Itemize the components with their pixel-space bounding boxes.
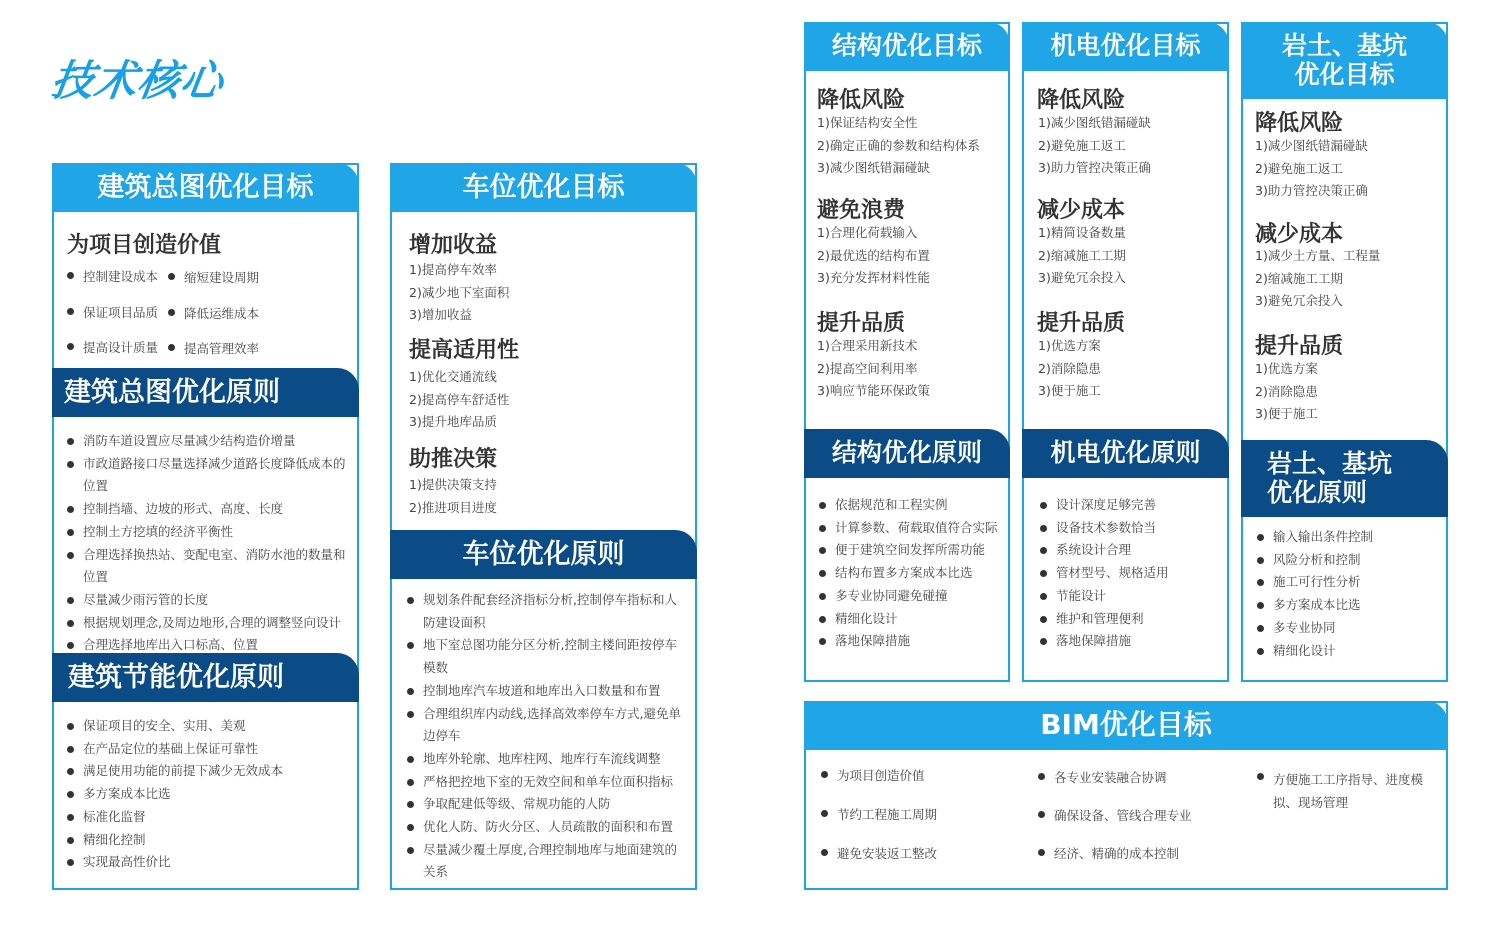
arch-energy-header: 建筑节能优化原则 bbox=[52, 653, 359, 702]
list-item: 节能设计 bbox=[1040, 585, 1225, 608]
mep-principle-header: 机电优化原则 bbox=[1022, 429, 1229, 478]
bim-item: 各专业安装融合协调 bbox=[1038, 768, 1167, 786]
list-item: 结构布置多方案成本比选 bbox=[819, 562, 1004, 585]
list-item: 3)避免冗余投入 bbox=[1255, 293, 1343, 309]
parking-section-title: 增加收益 bbox=[409, 233, 498, 258]
list-item: 2)避免施工返工 bbox=[1038, 137, 1126, 153]
geo-goal-header bbox=[1241, 22, 1448, 99]
mep-goal-header: 机电优化目标 bbox=[1022, 22, 1229, 71]
list-item: 合理选择换热站、变配电室、消防水池的数量和位置 bbox=[67, 544, 355, 589]
list-item: 合理组织库内动线,选择高效率停车方式,避免单边停车 bbox=[407, 703, 687, 748]
struct-principle-list bbox=[819, 494, 1004, 653]
list-item: 2)缩减施工工期 bbox=[1255, 270, 1343, 286]
list-item: 多专业协同 bbox=[1257, 617, 1442, 640]
struct-section-list bbox=[817, 222, 930, 290]
struct-section-list bbox=[817, 112, 980, 180]
list-item: 1)合理化荷载输入 bbox=[817, 225, 918, 240]
list-item: 系统设计合理 bbox=[1040, 539, 1225, 562]
parking-section-title: 提高适用性 bbox=[409, 338, 520, 363]
parking-section-list bbox=[409, 259, 509, 327]
list-item: 3)充分发挥材料性能 bbox=[817, 270, 930, 286]
list-item: 1)减少图纸错漏碰缺 bbox=[1038, 115, 1151, 130]
list-item: 满足使用功能的前提下减少无效成本 bbox=[67, 760, 355, 783]
list-item: 3)增加收益 bbox=[409, 307, 472, 323]
list-item: 1)优选方案 bbox=[1038, 338, 1101, 353]
geo-principle-list bbox=[1257, 526, 1442, 662]
geo-section-list bbox=[1255, 245, 1380, 313]
arch-goal-header: 建筑总图优化目标 bbox=[52, 163, 359, 212]
list-item: 1)精简设备数量 bbox=[1038, 225, 1126, 240]
list-item: 维护和管理便利 bbox=[1040, 608, 1225, 631]
bim-item: 节约工程施工周期 bbox=[821, 805, 937, 823]
list-item: 严格把控地下室的无效空间和单车位面积指标 bbox=[407, 771, 687, 794]
arch-value-item: 提高管理效率 bbox=[168, 339, 259, 357]
list-item: 消防车道设置应尽量减少结构造价增量 bbox=[67, 430, 355, 453]
list-item: 多方案成本比选 bbox=[67, 783, 355, 806]
parking-section-list bbox=[409, 366, 509, 434]
list-item: 2)提高空间利用率 bbox=[817, 360, 918, 376]
arch-value-item: 控制建设成本 bbox=[67, 267, 158, 285]
struct-section-title: 降低风险 bbox=[817, 88, 906, 113]
mep-principle-list bbox=[1040, 494, 1225, 653]
list-item: 3)响应节能环保政策 bbox=[817, 383, 930, 399]
geo-principle-header bbox=[1241, 440, 1448, 517]
list-item: 1)合理采用新技术 bbox=[817, 338, 918, 353]
list-item: 3)助力管控决策正确 bbox=[1038, 160, 1151, 176]
arch-energy-list bbox=[67, 715, 355, 874]
struct-section-title: 提升品质 bbox=[817, 311, 906, 336]
mep-section-list bbox=[1038, 222, 1126, 290]
arch-value-item: 提高设计质量 bbox=[67, 338, 158, 356]
list-item: 1)减少图纸错漏碰缺 bbox=[1255, 138, 1368, 153]
list-item: 优化人防、防火分区、人员疏散的面积和布置 bbox=[407, 816, 687, 839]
arch-value-item: 降低运维成本 bbox=[168, 304, 259, 322]
list-item: 控制土方挖填的经济平衡性 bbox=[67, 521, 355, 544]
list-item: 控制地库汽车坡道和地库出入口数量和布置 bbox=[407, 680, 687, 703]
list-item: 2)消除隐患 bbox=[1038, 360, 1101, 376]
list-item: 地下室总图功能分区分析,控制主楼间距按停车模数 bbox=[407, 634, 687, 679]
list-item: 争取配建低等级、常规功能的人防 bbox=[407, 793, 687, 816]
geo-principle-header-line: 优化原则 bbox=[1267, 477, 1368, 507]
geo-section-list bbox=[1255, 135, 1368, 203]
list-item: 2)消除隐患 bbox=[1255, 383, 1318, 399]
list-item: 2)避免施工返工 bbox=[1255, 160, 1343, 176]
list-item: 尽量减少覆土厚度,合理控制地库与地面建筑的关系 bbox=[407, 839, 687, 884]
list-item: 精细化设计 bbox=[819, 608, 1004, 631]
list-item: 1)提供决策支持 bbox=[409, 477, 497, 492]
geo-section-title: 降低风险 bbox=[1255, 111, 1344, 136]
bim-goal-header: BIM优化目标 bbox=[804, 701, 1448, 750]
list-item: 保证项目的安全、实用、美观 bbox=[67, 715, 355, 738]
geo-section-list bbox=[1255, 358, 1318, 426]
list-item: 标准化监督 bbox=[67, 806, 355, 829]
list-item: 设计深度足够完善 bbox=[1040, 494, 1225, 517]
mep-section-list bbox=[1038, 112, 1151, 180]
list-item: 2)最优选的结构布置 bbox=[817, 247, 930, 263]
parking-section-title: 助推决策 bbox=[409, 447, 498, 472]
list-item: 风险分析和控制 bbox=[1257, 549, 1442, 572]
geo-goal-header-line: 优化目标 bbox=[1294, 59, 1395, 89]
list-item: 1)优化交通流线 bbox=[409, 369, 497, 384]
arch-principle-header: 建筑总图优化原则 bbox=[52, 368, 359, 417]
geo-principle-header-line: 岩土、基坑 bbox=[1267, 448, 1393, 478]
parking-principle-list bbox=[407, 589, 687, 884]
arch-principle-list bbox=[67, 430, 355, 657]
parking-goal-header: 车位优化目标 bbox=[390, 163, 697, 212]
geo-section-title: 减少成本 bbox=[1255, 222, 1344, 247]
list-item: 1)提高停车效率 bbox=[409, 262, 497, 277]
list-item: 计算参数、荷载取值符合实际 bbox=[819, 517, 1004, 540]
list-item: 多专业协同避免碰撞 bbox=[819, 585, 1004, 608]
list-item: 落地保障措施 bbox=[819, 630, 1004, 653]
list-item: 合理选择地库出入口标高、位置 bbox=[67, 634, 355, 657]
list-item: 3)提升地库品质 bbox=[409, 414, 497, 430]
list-item: 精细化设计 bbox=[1257, 640, 1442, 663]
list-item: 2)减少地下室面积 bbox=[409, 284, 510, 300]
list-item: 控制挡墙、边坡的形式、高度、长度 bbox=[67, 498, 355, 521]
list-item: 2)缩减施工工期 bbox=[1038, 247, 1126, 263]
list-item: 3)避免冗余投入 bbox=[1038, 270, 1126, 286]
bim-item: 经济、精确的成本控制 bbox=[1038, 844, 1179, 862]
list-item: 2)确定正确的参数和结构体系 bbox=[817, 137, 980, 153]
page-title: 技术核心 bbox=[48, 56, 228, 105]
list-item: 落地保障措施 bbox=[1040, 630, 1225, 653]
struct-goal-header: 结构优化目标 bbox=[804, 22, 1010, 71]
list-item: 管材型号、规格适用 bbox=[1040, 562, 1225, 585]
list-item: 规划条件配套经济指标分析,控制停车指标和人防建设面积 bbox=[407, 589, 687, 634]
list-item: 输入输出条件控制 bbox=[1257, 526, 1442, 549]
bim-item: 确保设备、管线合理专业 bbox=[1038, 806, 1192, 824]
list-item: 1)保证结构安全性 bbox=[817, 115, 918, 130]
list-item: 根据规划理念,及周边地形,合理的调整竖向设计 bbox=[67, 612, 355, 635]
list-item: 3)减少图纸错漏碰缺 bbox=[817, 160, 930, 176]
list-item: 尽量减少雨污管的长度 bbox=[67, 589, 355, 612]
list-item: 依据规范和工程实例 bbox=[819, 494, 1004, 517]
list-item: 3)便于施工 bbox=[1255, 406, 1318, 422]
list-item: 多方案成本比选 bbox=[1257, 594, 1442, 617]
parking-section-list bbox=[409, 474, 497, 519]
arch-value-item: 保证项目品质 bbox=[67, 303, 158, 321]
parking-principle-header: 车位优化原则 bbox=[390, 530, 697, 579]
list-item: 实现最高性价比 bbox=[67, 851, 355, 874]
mep-section-title: 减少成本 bbox=[1037, 198, 1126, 223]
mep-section-title: 降低风险 bbox=[1037, 88, 1126, 113]
geo-section-title: 提升品质 bbox=[1255, 334, 1344, 359]
mep-section-title: 提升品质 bbox=[1037, 311, 1126, 336]
list-item: 精细化控制 bbox=[67, 829, 355, 852]
list-item: 地库外轮廓、地库柱网、地库行车流线调整 bbox=[407, 748, 687, 771]
geo-goal-header-line: 岩土、基坑 bbox=[1281, 30, 1407, 60]
struct-principle-header: 结构优化原则 bbox=[804, 429, 1010, 478]
list-item: 1)优选方案 bbox=[1255, 361, 1318, 376]
struct-section-title: 避免浪费 bbox=[817, 198, 906, 223]
list-item: 3)助力管控决策正确 bbox=[1255, 183, 1368, 199]
list-item: 3)便于施工 bbox=[1038, 383, 1101, 399]
list-item: 在产品定位的基础上保证可靠性 bbox=[67, 738, 355, 761]
mep-section-list bbox=[1038, 335, 1101, 403]
list-item: 1)减少土方量、工程量 bbox=[1255, 248, 1381, 263]
bim-item: 避免安装返工整改 bbox=[821, 844, 937, 862]
bim-item: 为项目创造价值 bbox=[821, 766, 925, 784]
list-item: 2)提高停车舒适性 bbox=[409, 391, 510, 407]
struct-section-list bbox=[817, 335, 930, 403]
arch-value-item: 缩短建设周期 bbox=[168, 268, 259, 286]
list-item: 设备技术参数恰当 bbox=[1040, 517, 1225, 540]
list-item: 便于建筑空间发挥所需功能 bbox=[819, 539, 1004, 562]
list-item: 施工可行性分析 bbox=[1257, 571, 1442, 594]
bim-item: 方便施工工序指导、进度模拟、现场管理 bbox=[1257, 768, 1443, 814]
arch-value-title: 为项目创造价值 bbox=[67, 233, 222, 258]
list-item: 2)推进项目进度 bbox=[409, 499, 497, 515]
list-item: 市政道路接口尽量选择减少道路长度降低成本的位置 bbox=[67, 453, 355, 498]
